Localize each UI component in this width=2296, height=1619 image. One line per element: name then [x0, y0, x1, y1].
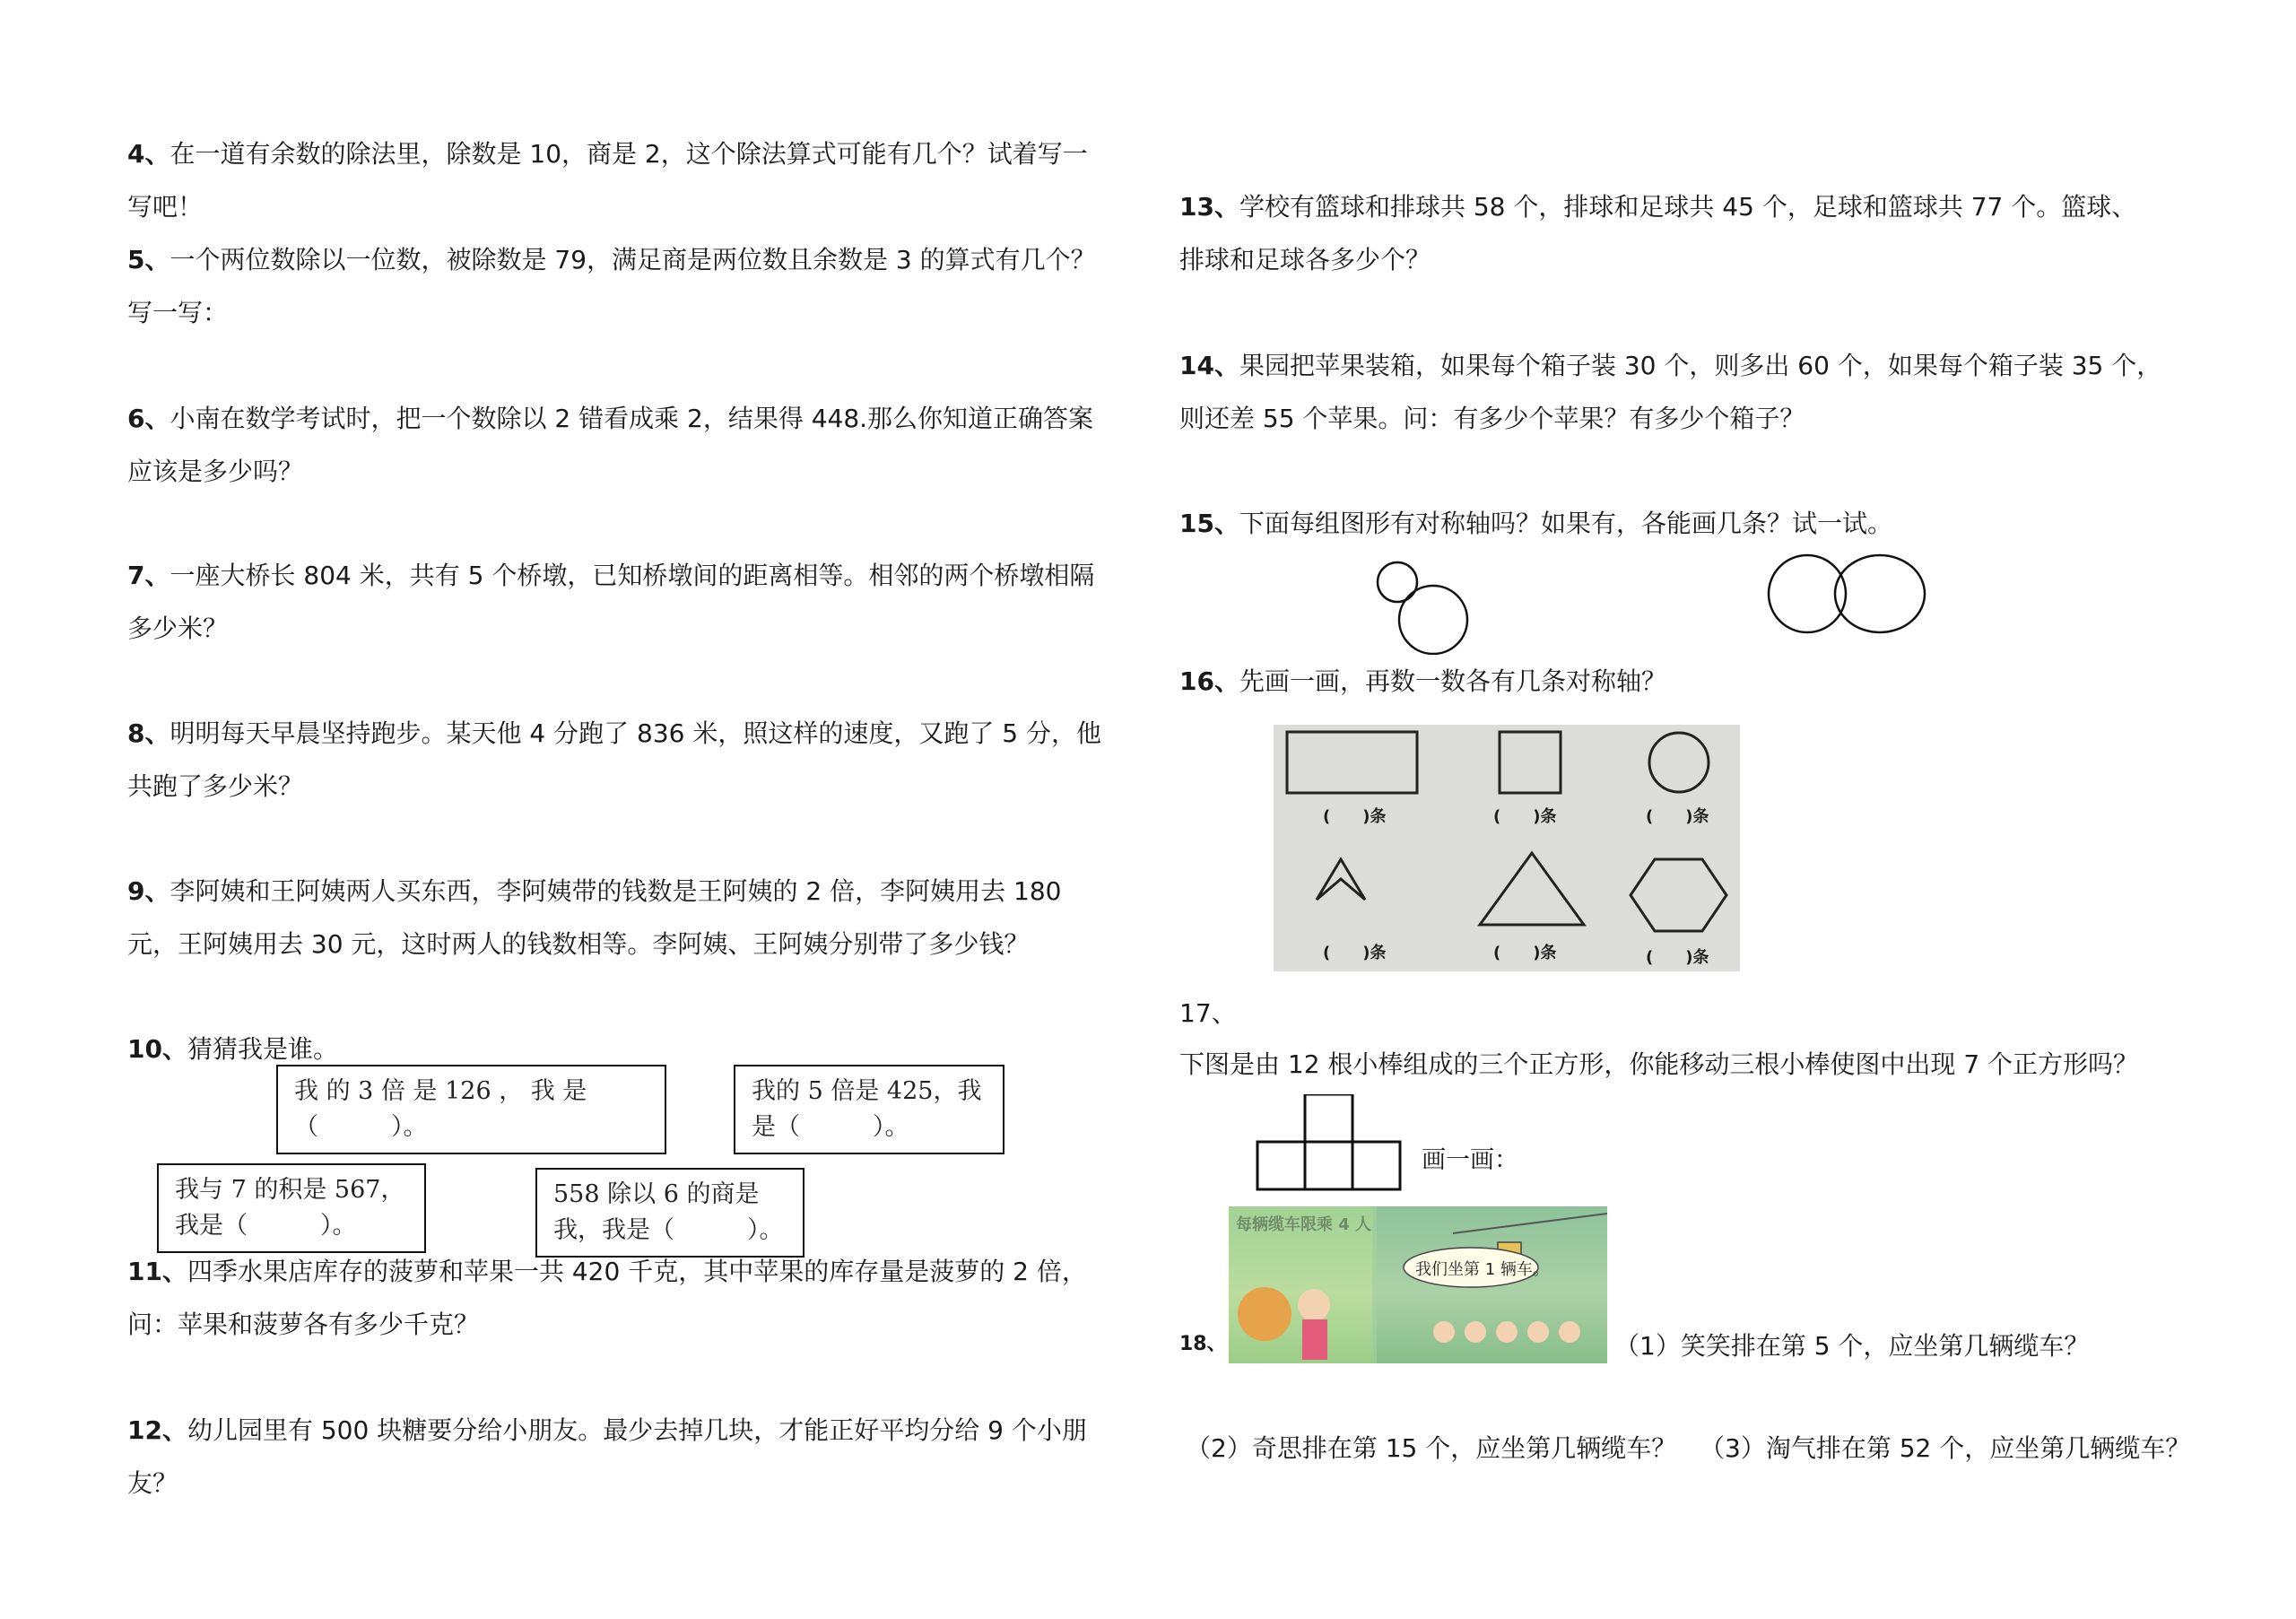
riddle-box-3: 我与 7 的积是 567， 我是（ ）。: [157, 1163, 426, 1253]
question-text: 明明每天早晨坚持跑步。某天他 4 分跑了 836 米，照这样的速度，又跑了 5 分，他: [170, 718, 1101, 748]
question-number: 8、: [127, 718, 170, 748]
question-number: 15、: [1179, 509, 1239, 538]
question-number: 7、: [127, 561, 170, 590]
sub-question-2: （2）奇思排在第 15 个，应坐第几辆缆车？: [1186, 1433, 1677, 1463]
question-number: 5、: [127, 245, 170, 274]
question-number: 4、: [127, 139, 170, 169]
question-text-cont: 友？: [127, 1468, 178, 1498]
question-number: 10、: [127, 1034, 187, 1064]
blank-label: ( )条: [1646, 948, 1709, 967]
question-text: 果园把苹果装箱，如果每个箱子装 30 个，则多出 60 个，如果每个箱子装 35 个，: [1239, 351, 2162, 380]
question-text: 在一道有余数的除法里，除数是 10，商是 2，这个除法算式可能有几个？试着写一: [170, 139, 1088, 169]
question-text-cont: 写吧！: [127, 192, 204, 222]
scene-drawing: [1229, 1206, 1607, 1363]
question-number: 14、: [1179, 351, 1239, 380]
question-number: 16、: [1179, 666, 1239, 696]
question-text-cont: 应该是多少吗？: [127, 457, 304, 486]
question-text: 下面每组图形有对称轴吗？如果有，各能画几条？试一试。: [1239, 509, 1892, 538]
question-text: 下图是由 12 根小棒组成的三个正方形，你能移动三根小棒使图中出现 7 个正方形吗？: [1179, 1049, 2139, 1079]
question-text: 李阿姨和王阿姨两人买东西，李阿姨带的钱数是王阿姨的 2 倍，李阿姨用去 180: [170, 876, 1062, 906]
blank-label: ( )条: [1493, 944, 1557, 962]
blank-label: ( )条: [1493, 807, 1557, 826]
speech-bubble-text: 我们坐第 1 辆车。: [1415, 1260, 1549, 1279]
riddle-box-1: 我 的 3 倍 是 126 ， 我 是 （ ）。: [276, 1065, 666, 1154]
question-text: 先画一画，再数一数各有几条对称轴？: [1239, 666, 1666, 696]
blank-label: ( )条: [1323, 944, 1387, 962]
question-number: 17、: [1179, 998, 1237, 1028]
question-text-cont: 则还差 55 个苹果。问：有多少个苹果？有多少个箱子？: [1179, 404, 1805, 433]
question-text: 小南在数学考试时，把一个数除以 2 错看成乘 2，结果得 448.那么你知道正确答案: [170, 404, 1094, 433]
question-number: 11、: [127, 1257, 187, 1286]
question-text-cont: 写一写：: [127, 298, 229, 327]
question-text: 一个两位数除以一位数，被除数是 79，满足商是两位数且余数是 3 的算式有几个？: [170, 245, 1096, 274]
shape-outlines: [1274, 725, 1740, 971]
question-text-cont: 多少米？: [127, 614, 229, 643]
question-text-cont: 排球和足球各多少个？: [1179, 245, 1431, 274]
blank-label: ( )条: [1646, 807, 1709, 826]
sub-question-3: （3）淘气排在第 52 个，应坐第几辆缆车？: [1700, 1433, 2191, 1463]
question-text: 一座大桥长 804 米，共有 5 个桥墩，已知桥墩间的距离相等。相邻的两个桥墩相隔: [170, 561, 1095, 590]
cable-car-illustration: [1229, 1206, 1607, 1363]
shapes-photo: [1274, 725, 1740, 971]
question-text-cont: 问：苹果和菠萝各有多少千克？: [127, 1310, 480, 1339]
riddle-box-2: 我的 5 倍是 425，我 是（ ）。: [734, 1065, 1004, 1154]
question-text: 幼儿园里有 500 块糖要分给小朋友。最少去掉几块，才能正好平均分给 9 个小朋: [187, 1415, 1087, 1445]
blank-label: ( )条: [1323, 807, 1387, 826]
riddle-box-4: 558 除以 6 的商是 我，我是（ ）。: [535, 1168, 804, 1258]
sub-question-1: （1）笑笑排在第 5 个，应坐第几辆缆车？: [1614, 1331, 2090, 1361]
matchstick-squares: [1254, 1094, 1406, 1202]
question-text: 四季水果店库存的菠萝和苹果一共 420 千克，其中苹果的库存量是菠萝的 2 倍，: [187, 1257, 1087, 1286]
question-text: 学校有篮球和排球共 58 个，排球和足球共 45 个，足球和篮球共 77 个。篮球、: [1239, 192, 2137, 222]
question-text-cont: 共跑了多少米？: [127, 771, 304, 801]
question-number: 9、: [127, 876, 170, 906]
draw-label: 画一画：: [1422, 1146, 1518, 1174]
question-number: 12、: [127, 1415, 187, 1445]
circles-figure-2: [1762, 552, 1933, 637]
question-number: 6、: [127, 404, 170, 433]
question-number: 18、: [1179, 1333, 1227, 1355]
question-text-cont: 元，王阿姨用去 30 元，这时两人的钱数相等。李阿姨、王阿姨分别带了多少钱？: [127, 929, 1030, 959]
question-text: 猜猜我是谁。: [187, 1034, 338, 1064]
circles-figure-1: [1363, 552, 1489, 655]
question-number: 13、: [1179, 192, 1239, 222]
